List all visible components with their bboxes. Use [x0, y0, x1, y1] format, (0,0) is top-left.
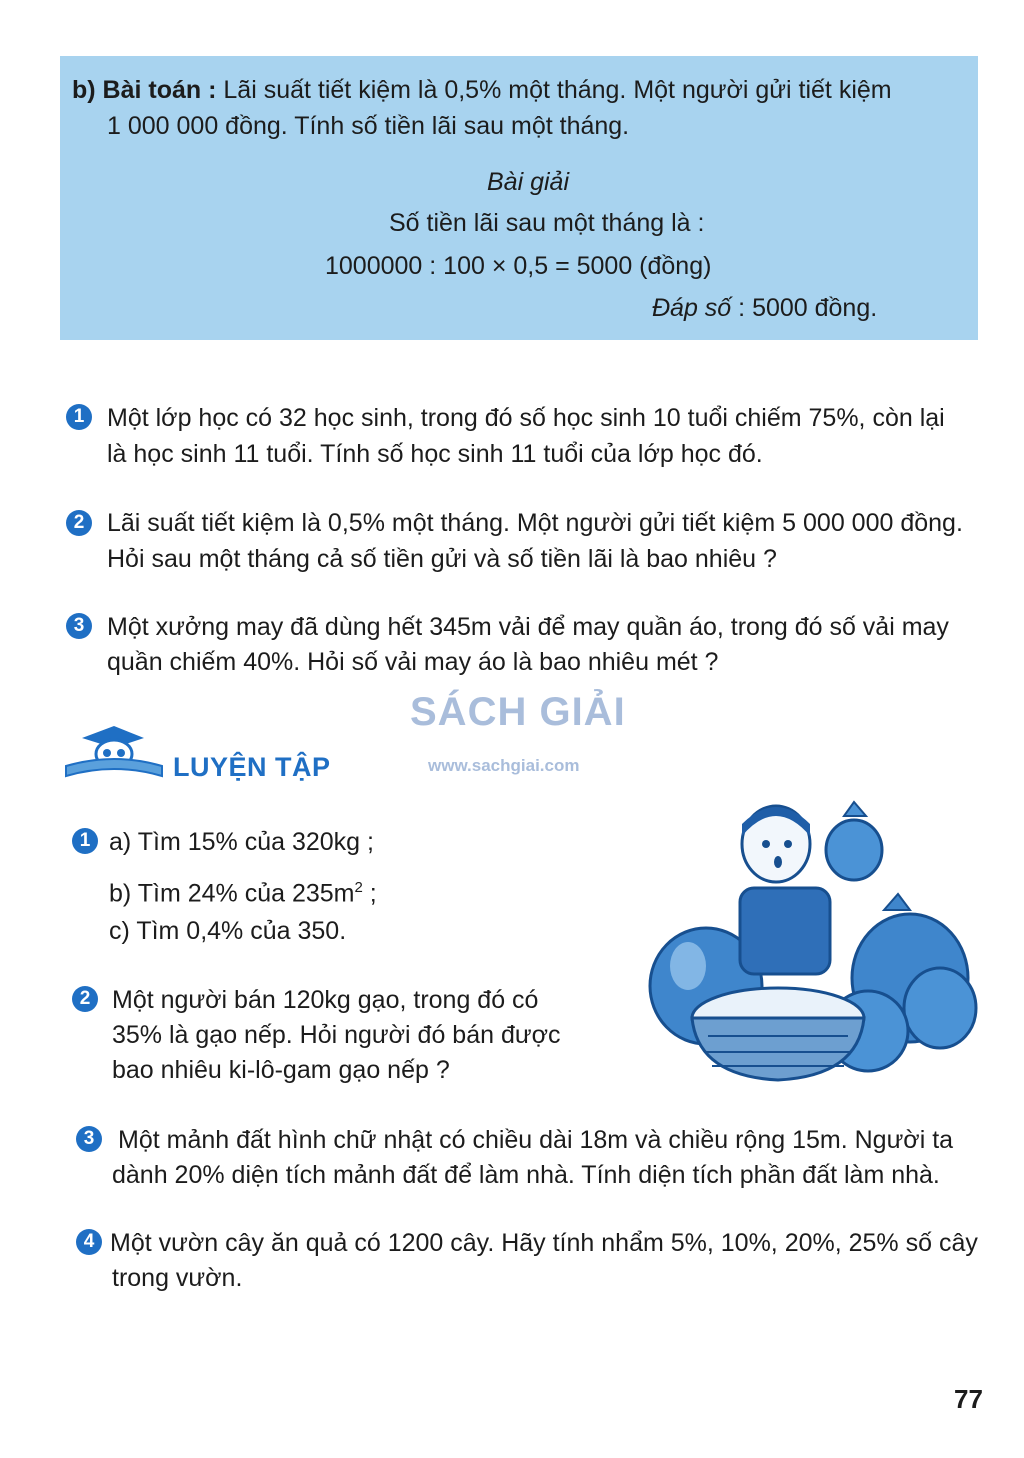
- example-problem-line2: 1 000 000 đồng. Tính số tiền lãi sau một tháng.: [107, 112, 630, 140]
- practice-3-line1: Một mảnh đất hình chữ nhật có chiều dài 18m và chiều rộng 15m. Người ta: [118, 1126, 954, 1154]
- exercise-1-line2: là học sinh 11 tuổi. Tính số học sinh 11 tuổi của lớp học đó.: [107, 440, 763, 468]
- girl-rice-bags-illustration: [648, 796, 978, 1086]
- solution-heading: Bài giải: [487, 168, 569, 196]
- solution-line2: 1000000 : 100 × 0,5 = 5000 (đồng): [325, 252, 712, 280]
- practice-1b: [109, 872, 377, 909]
- practice-title: LUYỆN TẬP: [173, 752, 331, 782]
- practice-4-line1: Một vườn cây ăn quả có 1200 cây. Hãy tính nhẩm 5%, 10%, 20%, 25% số cây: [110, 1229, 978, 1257]
- practice-4-line2: trong vườn.: [112, 1264, 243, 1292]
- exercise-number-badge: 2: [66, 510, 92, 536]
- exercise-number-badge: 1: [66, 404, 92, 430]
- practice-2-line3: bao nhiêu ki-lô-gam gạo nếp ?: [112, 1056, 450, 1084]
- practice-1c: c) Tìm 0,4% của 350.: [109, 917, 347, 945]
- practice-number-badge: 3: [76, 1126, 102, 1152]
- practice-1a: a) Tìm 15% của 320kg ;: [109, 828, 374, 856]
- page-number: 77: [954, 1384, 983, 1414]
- practice-3-line2: dành 20% diện tích mảnh đất để làm nhà. Tính diện tích phần đất làm nhà.: [112, 1161, 940, 1189]
- answer-label: Đáp số: [652, 294, 732, 322]
- practice-2-line1: Một người bán 120kg gạo, trong đó có: [112, 986, 539, 1014]
- practice-1b-text: b) Tìm 24% của 235m: [109, 879, 355, 908]
- solution-line1: Số tiền lãi sau một tháng là :: [389, 209, 705, 237]
- watermark-brand: SÁCH GIẢI: [410, 690, 626, 734]
- exercise-2-line1: Lãi suất tiết kiệm là 0,5% một tháng. Một người gửi tiết kiệm 5 000 000 đồng.: [107, 509, 963, 537]
- exercise-3-line2: quần chiếm 40%. Hỏi số vải may áo là bao nhiêu mét ?: [107, 648, 719, 676]
- example-label: b) Bài toán :: [72, 76, 217, 104]
- exercise-3-line1: Một xưởng may đã dùng hết 345m vải để may quần áo, trong đó số vải may: [107, 613, 949, 641]
- watermark-url: www.sachgiai.com: [428, 756, 580, 775]
- practice-1b-exponent: 2: [354, 879, 363, 896]
- student-reading-icon: [62, 722, 166, 780]
- exercise-number-badge: 3: [66, 613, 92, 639]
- practice-number-badge: 2: [72, 986, 98, 1012]
- practice-1b-suffix: ;: [362, 879, 377, 908]
- practice-number-badge: 1: [72, 828, 98, 854]
- answer-line: [652, 292, 877, 324]
- example-problem-text: Lãi suất tiết kiệm là 0,5% một tháng. Một người gửi tiết kiệm: [223, 76, 892, 104]
- practice-number-badge: 4: [76, 1229, 102, 1255]
- answer-value: : 5000 đồng.: [738, 294, 878, 322]
- exercise-2-line2: Hỏi sau một tháng cả số tiền gửi và số tiền lãi là bao nhiêu ?: [107, 545, 777, 573]
- example-problem-line1: [72, 74, 892, 106]
- exercise-1-line1: Một lớp học có 32 học sinh, trong đó số học sinh 10 tuổi chiếm 75%, còn lại: [107, 404, 945, 432]
- practice-2-line2: 35% là gạo nếp. Hỏi người đó bán được: [112, 1021, 561, 1049]
